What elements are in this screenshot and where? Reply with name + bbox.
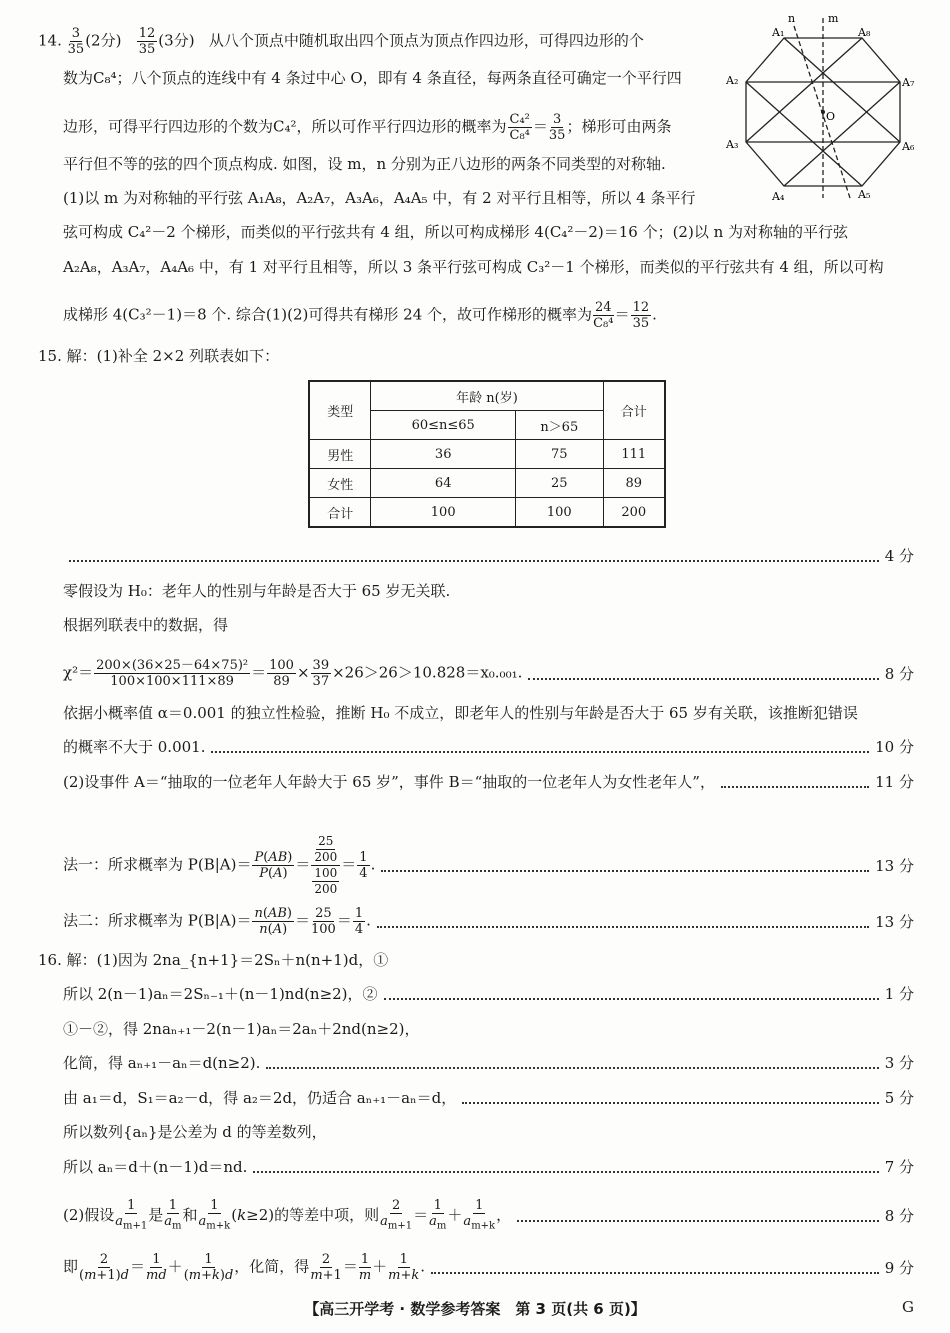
q15-conclude2-line: 的概率不大于 0.001. 10 分 <box>63 738 914 756</box>
page-footer: 【高三开学考 · 数学参考答案 第 3 页(共 6 页)】 <box>304 1300 646 1318</box>
q14-answer1: $\frac{3}{35}$ <box>67 26 85 57</box>
q14-line3: 边形，可得平行四边形的个数为C₄²，所以可作平行四边形的概率为 $\frac{\text{C₄²}}{\text{C₈⁴}}$ ＝ $\frac{3}{35}$ ；梯形可由两条 <box>63 112 672 143</box>
q16-l4-line: 化简，得 aₙ₊₁－aₙ＝d(n≥2). 3 分 <box>63 1054 914 1072</box>
q14-line6: 弦可构成 C₄²－2 个梯形，而类似的平行弦共有 4 组，所以可构成梯形 4(C₄²－2)＝16 个；(2)以 n 为对称轴的平行弦 <box>63 223 849 241</box>
label-a2: A₂ <box>726 74 739 87</box>
q14-number: 14. <box>38 31 62 50</box>
col-type: 类型 <box>309 381 371 440</box>
col-age: 年龄 n(岁) <box>371 381 603 411</box>
table-row: 男性 36 75 111 <box>309 440 665 469</box>
q15-method1-line: 法一：所求概率为 P(B|A)＝ $\frac{P(AB)}{P(A)}$ ＝ $\frac{\frac{25}{200}}{\frac{100}{200}}$ ＝ $\frac{1}{4}$ . 13 分 <box>63 834 914 896</box>
q14-answer2: $\frac{12}{35}$ <box>138 26 156 57</box>
label-a1-top: A₁ <box>772 26 785 39</box>
col-age1: 60≤n≤65 <box>371 411 516 440</box>
q15-chi-line: χ²＝ $\frac{\text{200×(36×25－64×75)²}}{100\times 100\times 111\times 89}$ ＝ $\frac{100}{89}$ × $\frac{39}{37}$ ×26＞26＞10.828＝x₀.₀₀₁. 8 分 <box>63 658 914 689</box>
octagon-figure <box>722 10 922 200</box>
label-a6: A₆ <box>902 140 915 153</box>
table-row: 女性 64 25 89 <box>309 469 665 498</box>
q16-l1: 16. 解：(1)因为 2na_{n+1}＝2Sₙ＋n(n+1)d，① <box>38 951 389 969</box>
q14-answer2-pts: (3分) <box>158 31 195 50</box>
q16-l3: ①－②，得 2naₙ₊₁－2(n－1)aₙ＝2aₙ＋2nd(n≥2)， <box>63 1020 420 1038</box>
q16-l5-line: 由 a₁＝d，S₁＝a₂－d，得 a₂＝2d，仍适合 aₙ₊₁－aₙ＝d， 5 分 <box>63 1089 914 1107</box>
contingency-table <box>308 380 666 528</box>
label-a8: A₈ <box>858 26 871 39</box>
q14-answer1-pts: (2分) <box>85 31 122 50</box>
q14-line4: 平行但不等的弦的四个顶点构成. 如图，设 m，n 分别为正八边形的两条不同类型的对称轴. <box>63 155 666 173</box>
col-total: 合计 <box>603 381 665 440</box>
label-a7: A₇ <box>902 76 915 89</box>
q16-l9-line: 即 $\frac{2}{(m+1)d}$ ＝ $\frac{1}{md}$ ＋ $\frac{1}{(m+k)d}$ ，化简，得 $\frac{2}{m+1}$ ＝ $\frac{1}{m}$ ＋ $\frac{1}{m+k}$ . 9 分 <box>63 1252 914 1283</box>
q14-line8: 成梯形 4(C₃²－1)＝8 个. 综合(1)(2)可得共有梯形 24 个，故可作梯形的概率为 $\frac{24}{\text{C₈⁴}}$ ＝ $\frac{12}{35}$ . <box>63 300 657 331</box>
label-a4: A₄ <box>772 190 785 200</box>
label-a3: A₃ <box>726 138 739 151</box>
q15-method2-line: 法二：所求概率为 P(B|A)＝ $\frac{n(AB)}{n(A)}$ ＝ $\frac{25}{100}$ ＝ $\frac{1}{4}$ . 13 分 <box>63 906 914 937</box>
q14-line7: A₂A₈，A₃A₇，A₄A₆ 中，有 1 对平行且相等，所以 3 条平行弦可构成 C₃²－1 个梯形，而类似的平行弦共有 4 组，所以可构 <box>63 258 884 276</box>
col-age2: n＞65 <box>515 411 603 440</box>
q14-header <box>38 26 644 57</box>
q16-l6: 所以数列{aₙ}是公差为 d 的等差数列， <box>63 1123 327 1141</box>
q16-l7-line: 所以 aₙ＝d＋(n－1)d＝nd. 7 分 <box>63 1158 914 1176</box>
corner-letter: G <box>902 1298 914 1316</box>
label-o: O <box>826 110 836 123</box>
q16-l2-line: 所以 2(n－1)aₙ＝2Sₙ₋₁＋(n－1)nd(n≥2)，② 1 分 <box>63 985 914 1003</box>
q15-intro: 15. 解：(1)补全 2×2 列联表如下： <box>38 347 280 365</box>
q15-h0: 零假设为 H₀：老年人的性别与年龄是否大于 65 岁无关联. <box>63 582 451 600</box>
q15-part2-line: (2)设事件 A＝“抽取的一位老年人年龄大于 65 岁”，事件 B＝“抽取的一位老年人为女性老年人”， 11 分 <box>63 773 914 791</box>
table-row: 合计 100 100 200 <box>309 498 665 528</box>
q15-conclude1: 依据小概率值 α＝0.001 的独立性检验，推断 H₀ 不成立，即老年人的性别与年龄是否大于 65 岁有关联，该推断犯错误 <box>63 704 858 722</box>
q15-by-data: 根据列联表中的数据，得 <box>63 616 229 634</box>
q15-pts4-line: 4 分 <box>63 546 914 566</box>
q16-l8-line: (2)假设 $\frac{1}{a_{m+1}}$ 是 $\frac{1}{a_m}$ 和 $\frac{1}{a_{m+k}}$ (k≥2)的等差中项，则 $\frac{2}{a_{m+1}}$ ＝ $\frac{1}{a_m}$ ＋ $\frac{1}{a_{m+k}}$ ， 8 分 <box>63 1198 914 1232</box>
q14-line1: 从八个顶点中随机取出四个顶点为顶点作四边形，可得四边形的个 <box>208 31 644 50</box>
label-n: n <box>788 12 796 25</box>
q14-line2: 数为C₈⁴；八个顶点的连线中有 4 条过中心 O，即有 4 条直径，每两条直径可确定一个平行四 <box>63 69 682 87</box>
label-m: m <box>828 12 839 25</box>
q14-line5: (1)以 m 为对称轴的平行弦 A₁A₈，A₂A₇，A₃A₆，A₄A₅ 中，有 2 对平行且相等，所以 4 条平行 <box>63 189 696 207</box>
label-a5: A₅ <box>858 188 871 200</box>
